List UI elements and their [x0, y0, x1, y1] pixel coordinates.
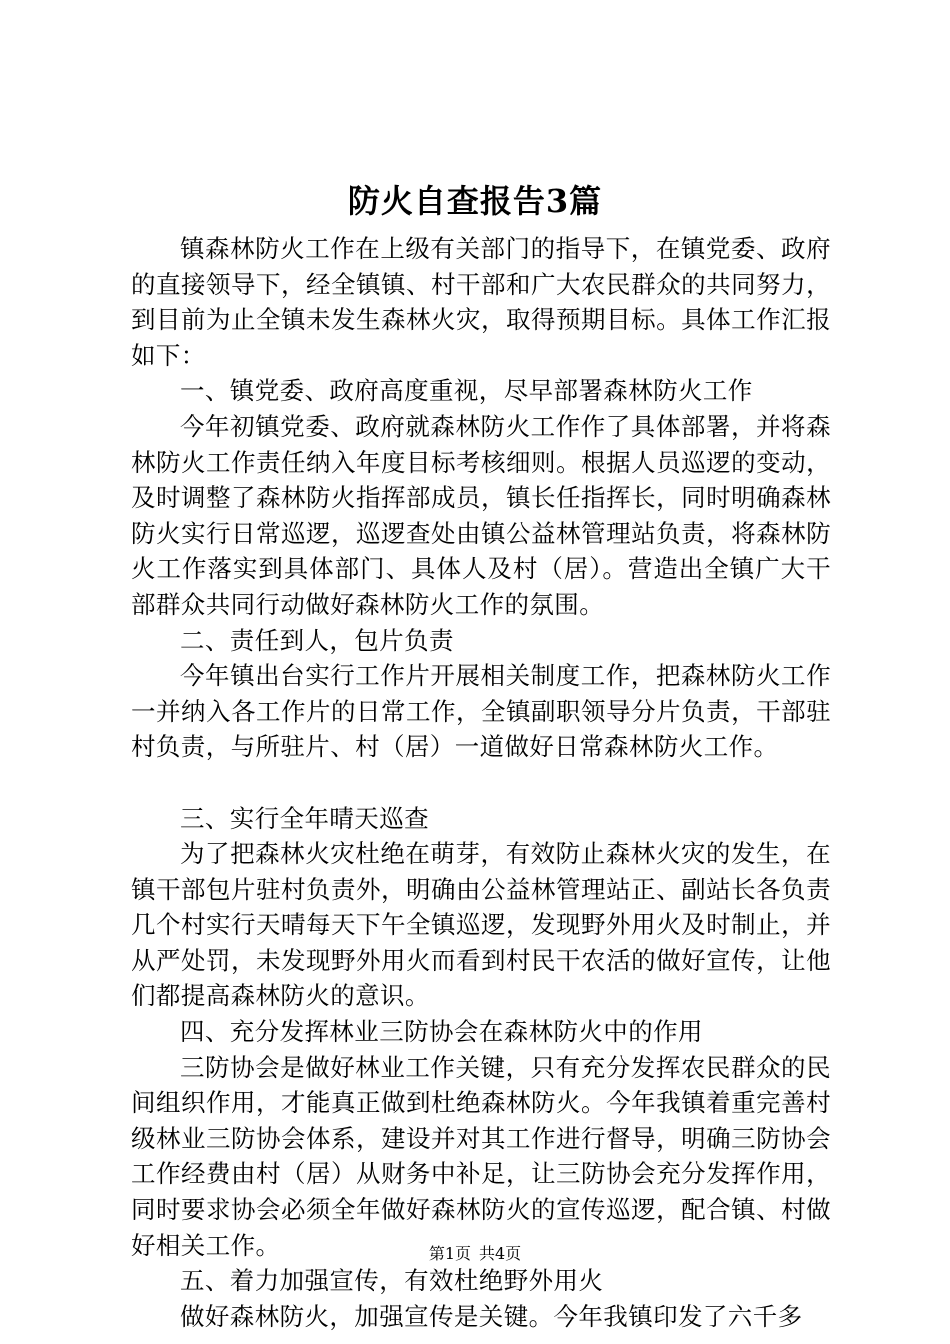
- section-paragraph-1: 今年初镇党委、政府就森林防火工作作了具体部署，并将森林防火工作责任纳入年度目标考核细则。根据人员巡逻的变动，及时调整了森林防火指挥部成员，镇长任指挥长，同时明确森林防火实行日常巡逻，巡逻查处由镇公益林管理站负责，将森林防火工作落实到具体部门、具体人及村（居）。营造出全镇广大干部群众共同行动做好森林防火工作的氛围。: [131, 411, 831, 619]
- page-footer: [0, 1244, 950, 1264]
- section-heading-5: 五、着力加强宣传，有效杜绝野外用火: [180, 1266, 604, 1296]
- document-body: [131, 231, 831, 1334]
- section-heading-3: 三、实行全年晴天巡查: [180, 803, 429, 833]
- section-heading-1: 一、镇党委、政府高度重视，尽早部署森林防火工作: [180, 376, 753, 406]
- section-paragraph-4: 三防协会是做好林业工作关键，只有充分发挥农民群众的民间组织作用，才能真正做到杜绝森林防火。今年我镇着重完善村级林业三防协会体系，建设并对其工作进行督导，明确三防协会工作经费由村（居）从财务中补足，让三防协会充分发挥作用，同时要求协会必须全年做好森林防火的宣传巡逻，配合镇、村做好相关工作。: [131, 1052, 831, 1260]
- intro-paragraph: 镇森林防火工作在上级有关部门的指导下，在镇党委、政府的直接领导下，经全镇镇、村干部和广大农民群众的共同努力，到目前为止全镇未发生森林火灾，取得预期目标。具体工作汇报如下：: [131, 234, 831, 370]
- page-total: 共4页: [479, 1244, 522, 1263]
- section-paragraph-5: 做好森林防火，加强宣传是关键。今年我镇印发了六千多: [180, 1301, 803, 1331]
- section-heading-2: 二、责任到人，包片负责: [180, 625, 454, 655]
- page-number: 第1页: [428, 1244, 471, 1263]
- blank-line: [131, 765, 831, 801]
- document-title: 防火自查报告3篇: [347, 182, 603, 220]
- section-heading-4: 四、充分发挥林业三防协会在森林防火中的作用: [180, 1017, 703, 1047]
- section-paragraph-2: 今年镇出台实行工作片开展相关制度工作，把森林防火工作一并纳入各工作片的日常工作，全镇副职领导分片负责，干部驻村负责，与所驻片、村（居）一道做好日常森林防火工作。: [131, 661, 831, 762]
- section-paragraph-3: 为了把森林火灾杜绝在萌芽，有效防止森林火灾的发生，在镇干部包片驻村负责外，明确由公益林管理站正、副站长各负责几个村实行天晴每天下午全镇巡逻，发现野外用火及时制止，并从严处罚，未发现野外用火而看到村民干农活的做好宣传，让他们都提高森林防火的意识。: [131, 839, 831, 1011]
